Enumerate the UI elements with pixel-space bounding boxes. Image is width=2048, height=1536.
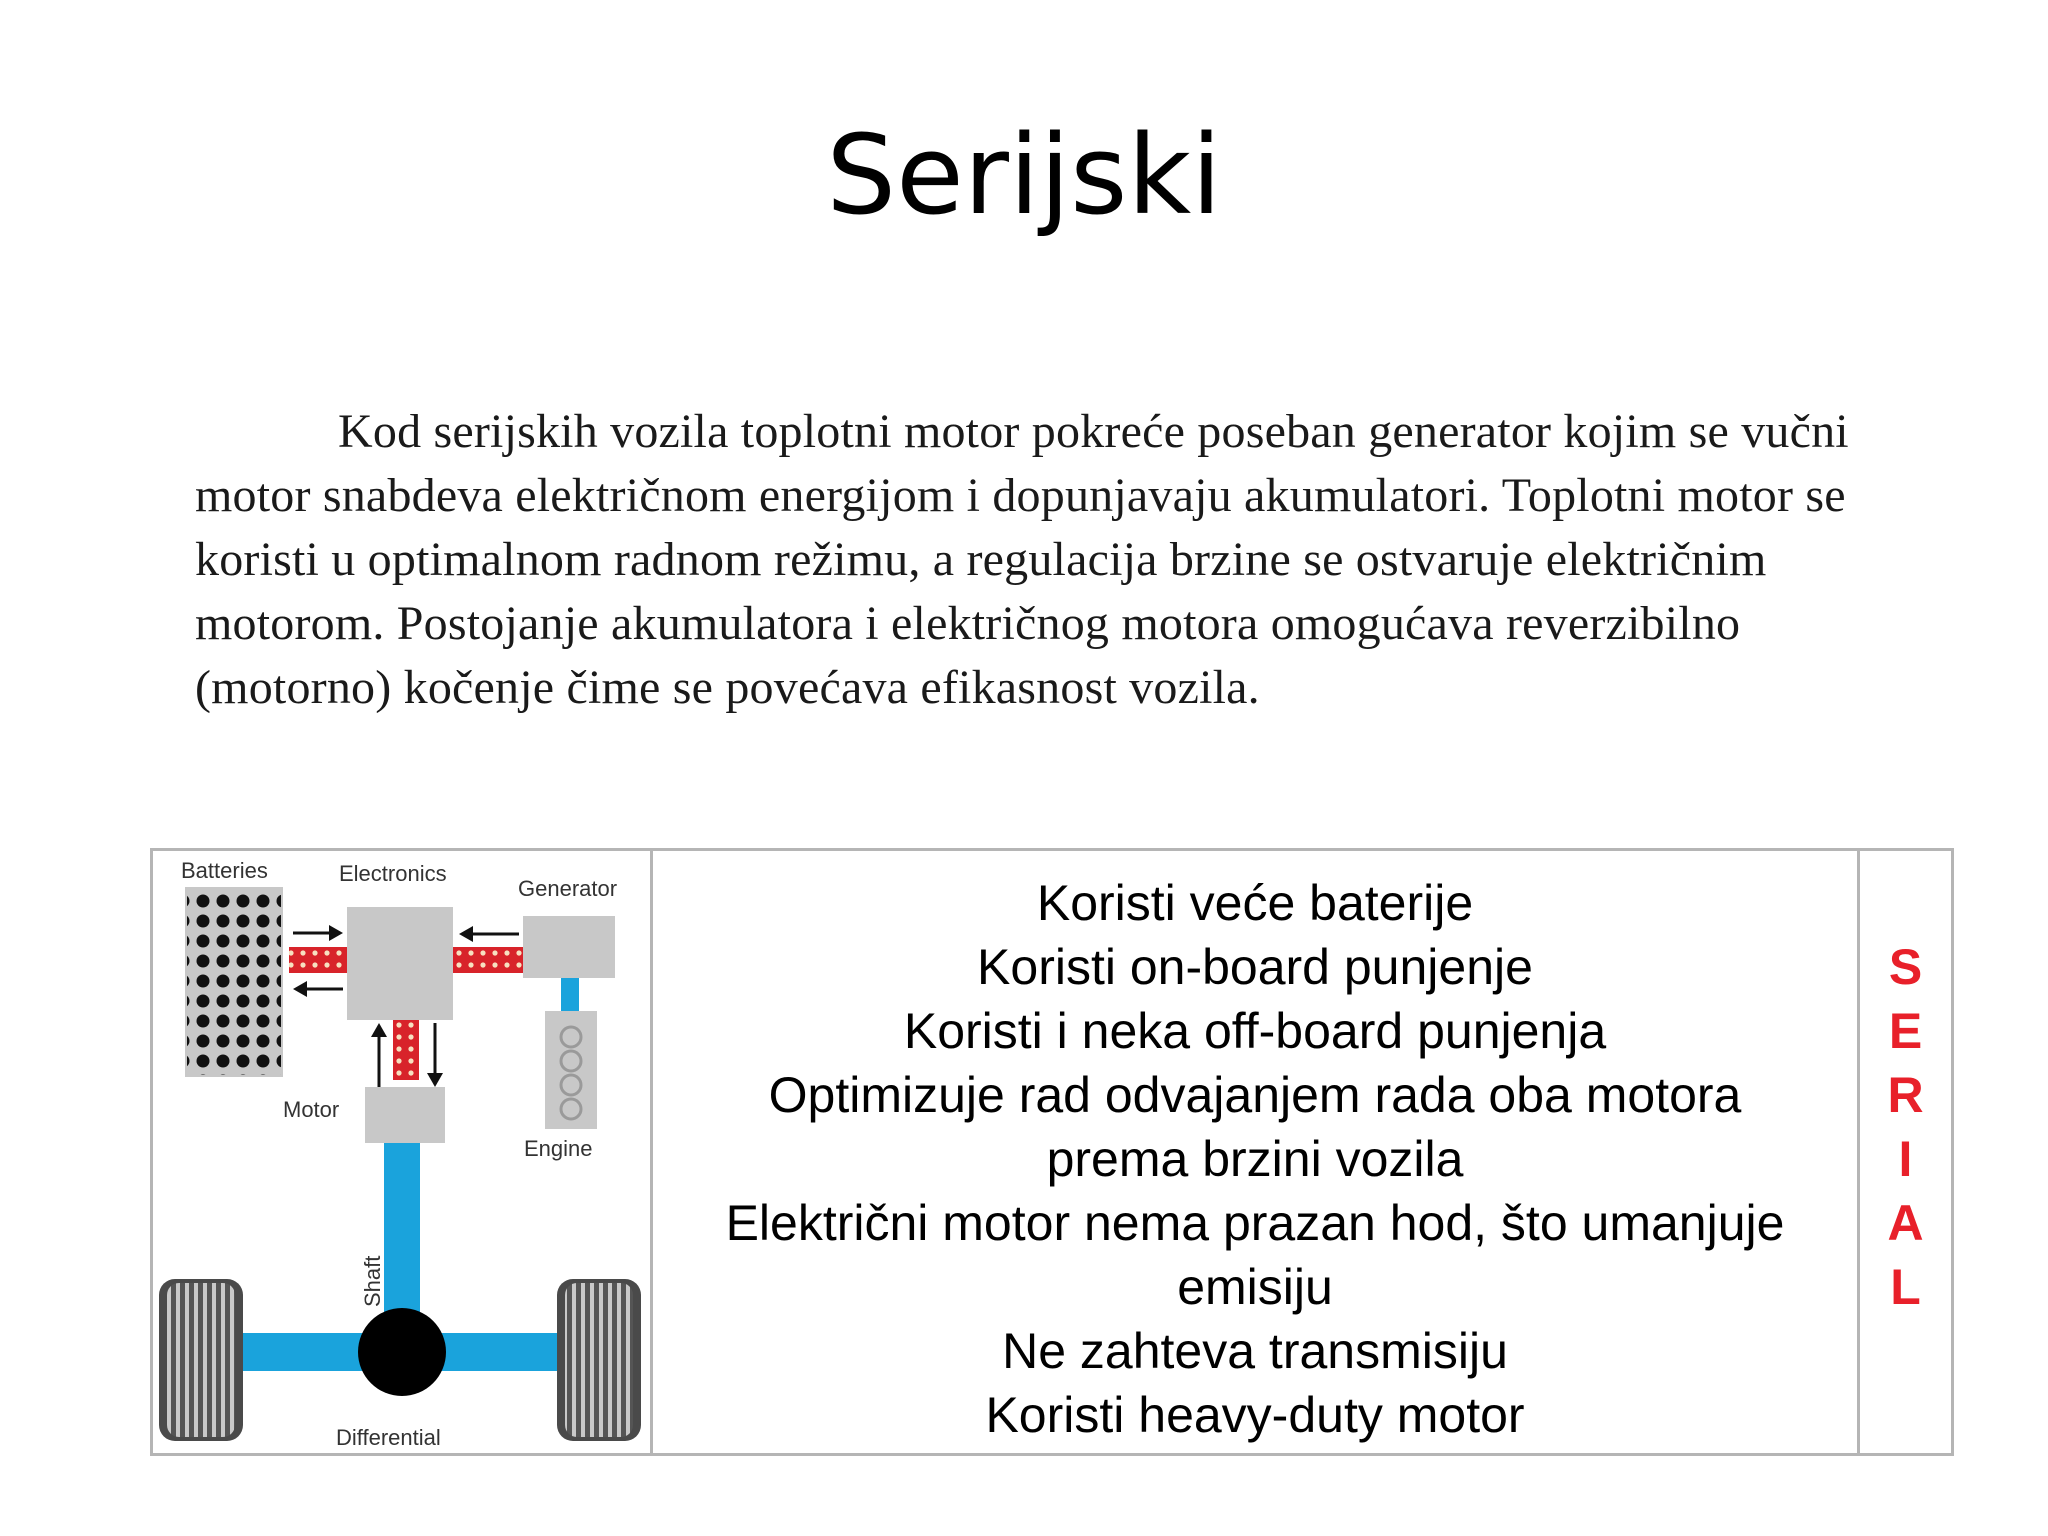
serial-letter: I [1898, 1131, 1913, 1187]
generator-label: Generator [518, 876, 618, 901]
feature-line: Ne zahteva transmisiju [1002, 1323, 1508, 1379]
serial-letter: E [1888, 1003, 1923, 1059]
generator-engine-shaft [561, 978, 579, 1012]
feature-line: Optimizuje rad odvajanjem rada oba motora [768, 1067, 1742, 1123]
generator-box [523, 916, 615, 978]
motor-box [365, 1087, 445, 1143]
slide-paragraph: Kod serijskih vozila toplotni motor pokreće poseban generator kojim se vučni motor snabdeva električnom energijom i dopunjavaju akumulatori. Toplotni motor se koristi u optimalnom radnom režimu, a regulacija brzine se ostvaruje električnim motorom. Postojanje akumulatora i električnog motora omogućava reverzibilno (motorno) kočenje čime se povećava efikasnost vozila. [195, 405, 1849, 714]
comparison-table [150, 848, 1954, 1456]
electronics-motor-wire [393, 1020, 419, 1080]
serial-letter: A [1887, 1195, 1924, 1251]
engine-label: Engine [524, 1136, 593, 1161]
feature-line: Koristi veće baterije [1036, 875, 1474, 931]
feature-line: emisiju [1177, 1259, 1333, 1315]
feature-line: Koristi i neka off-board punjenja [903, 1003, 1607, 1059]
feature-line: Koristi on-board punjenje [977, 939, 1533, 995]
serial-letter: S [1888, 939, 1923, 995]
serial-letter: L [1890, 1259, 1921, 1315]
series-hybrid-diagram [153, 851, 650, 1453]
features-cell [653, 851, 1860, 1453]
drive-shaft [384, 1143, 420, 1333]
slide-title: Serijski [826, 111, 1222, 239]
batteries-label: Batteries [181, 858, 268, 883]
left-wheel [159, 1279, 243, 1441]
feature-line: prema brzini vozila [1046, 1131, 1464, 1187]
shaft-label: Shaft [360, 1255, 385, 1307]
diagram-cell [153, 851, 653, 1453]
electronics-box [347, 907, 453, 1020]
serial-label-cell [1860, 851, 1951, 1453]
motor-label: Motor [283, 1097, 340, 1122]
battery-electronics-wire [289, 947, 347, 973]
right-wheel [557, 1279, 641, 1441]
differential [358, 1308, 446, 1396]
differential-label: Differential [336, 1425, 441, 1450]
generator-electronics-wire [453, 947, 523, 973]
feature-line: Električni motor nema prazan hod, što umanjuje [725, 1195, 1785, 1251]
electronics-label: Electronics [339, 861, 447, 886]
serial-letter: R [1887, 1067, 1924, 1123]
feature-line: Koristi heavy-duty motor [985, 1387, 1525, 1443]
